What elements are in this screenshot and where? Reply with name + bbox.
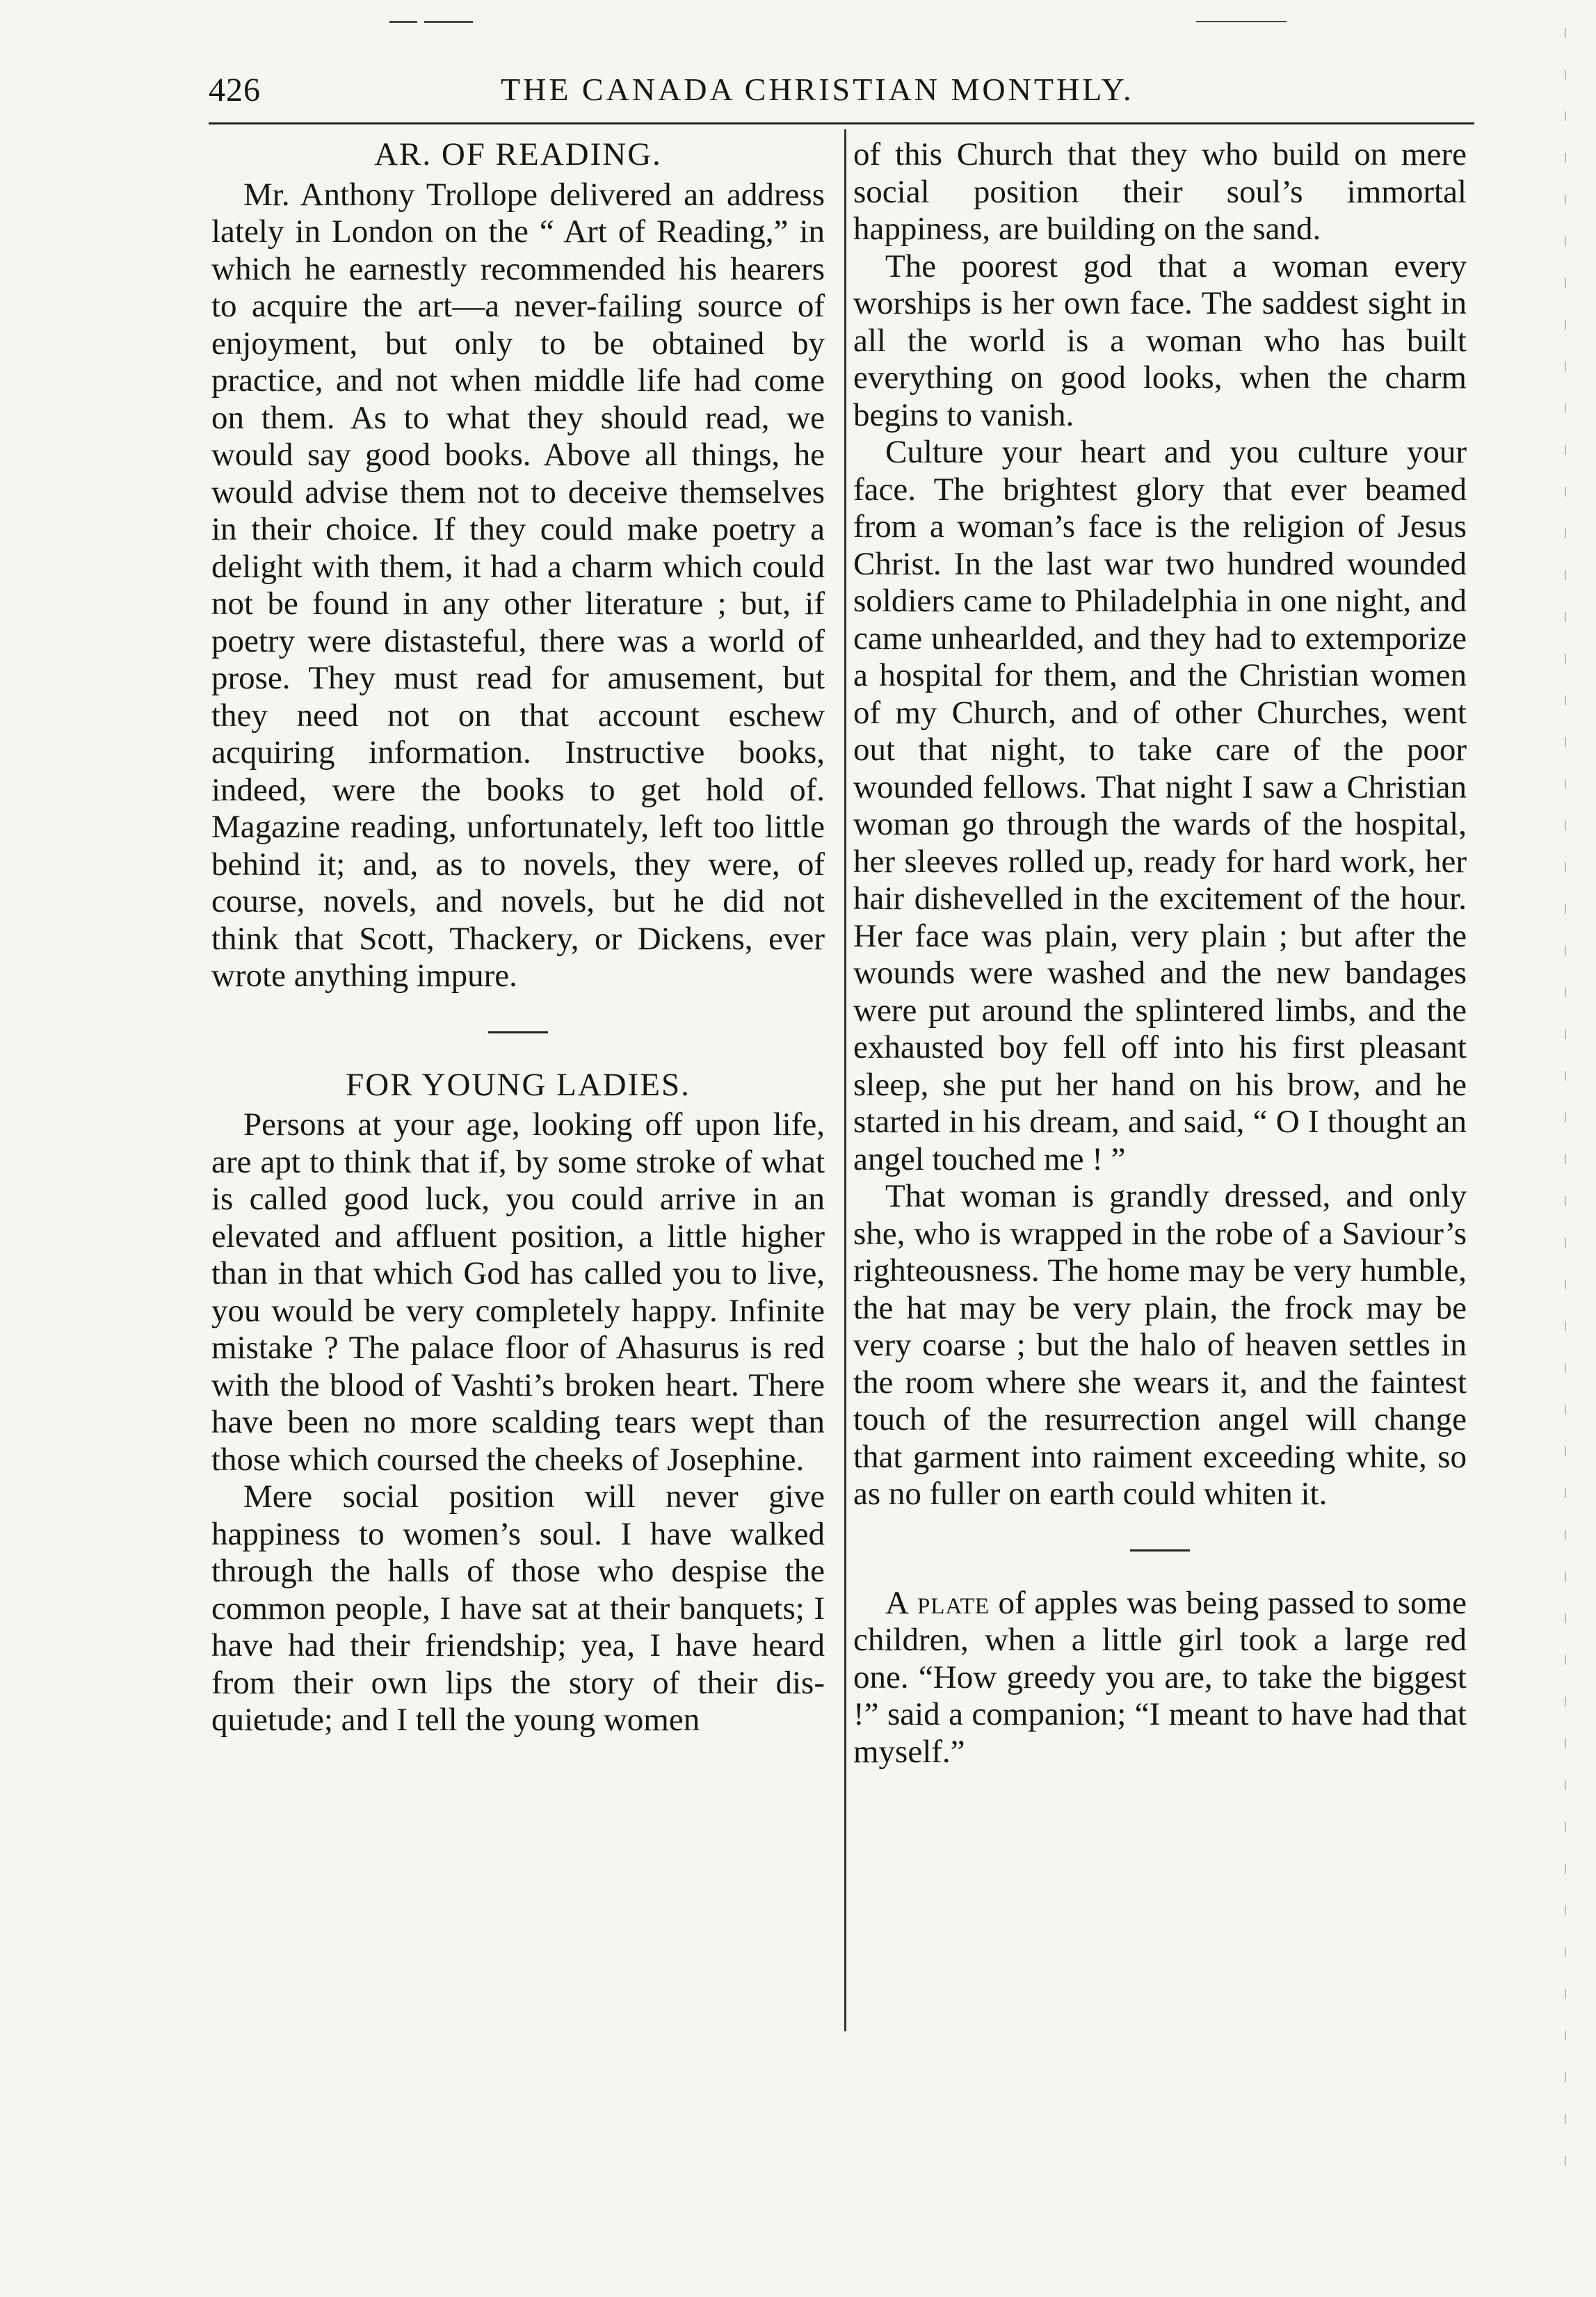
article-heading-for-young-ladies: FOR YOUNG LADIES. [346, 1066, 691, 1103]
continued-paragraph: of this Church that they who build on mere social position their soul’s immortal happiness, are building on the sand. [853, 136, 1467, 247]
right-paragraph-1: The poorest god that a woman every worships is her own face. The saddest sight in all the world is a woman who has built everything on good looks, when the charm begins to vanish. [853, 248, 1467, 433]
header-rule [209, 122, 1474, 124]
right-column [853, 136, 1467, 1771]
page-number: 426 [209, 72, 261, 108]
young-ladies-paragraph-1: Persons at your age, looking off upon life, are apt to think that if, by some stroke of what is called good luck, you could arrive in an elevated and affluent position, a little higher than in that which God has called you to live, you would be very completely happy. Infinite mistake ? The palace floor of Ahasurus is red with the blood of Vashti’s broken heart. There have been no more scalding tears wept than those which coursed the cheeks of Josephine. [211, 1106, 825, 1478]
top-dash [424, 21, 473, 23]
article-heading-art-of-reading: AR. OF READING. [374, 136, 662, 172]
section-divider [1130, 1549, 1190, 1552]
top-dash [1196, 21, 1287, 22]
right-paragraph-2: Culture your heart and you culture your face. The brightest glory that ever beamed from a woman’s face is the religion of Jesus Christ. In the last war two hundred wounded soldiers came to Philadelphia in one night, and came unhearlded, and they had to extemporize a hospital for them, and the Christian women of my Church, and of other Churches, went out that night, to take care of the poor wounded fellows. That night I saw a Christian woman go through the wards of the hospital, her sleeves rolled up, ready for hard work, her hair dishevelled in the excitement of the hour. Her face was plain, very plain ; but after the wounds were washed and the new bandages were put around the splintered limbs, and the exhausted boy fell off into his first pleasant sleep, she put her hand on his brow, and he started in his dream, and said, “ O I thought an angel touched me ! ” [853, 434, 1467, 1177]
section-divider [488, 1031, 548, 1033]
young-ladies-paragraph-2: Mere social position will never give happiness to women’s soul. I have walked through the halls of those who despise the common people, I have sat at their banquets; I have had their friendship; yea, I have heard from their own lips the story of their disquietude; and I tell the young women [211, 1478, 825, 1738]
anecdote-paragraph [853, 1585, 1467, 1771]
margin-specks [1565, 28, 1566, 2184]
top-dash [389, 21, 417, 23]
anecdote-text: of apples was being passed to some children, when a little girl took a large red one. “How greedy you are, to take the biggest !” said a companion; “I meant to have had that myself.” [853, 1584, 1467, 1770]
column-divider [844, 129, 846, 2031]
left-column [211, 136, 825, 1739]
art-of-reading-paragraph: Mr. Anthony Trollope delivered an address lately in London on the “ Art of Reading,” in which he earnestly recommended his hearers to acquire the art—a never-failing source of enjoyment, but only to be obtained by practice, and not when middle life had come on them. As to what they should read, we would say good books. Above all things, he would advise them not to deceive themselves in their choice. If they could make poetry a delight with them, it had a charm which could not be found in any other literature ; but, if poetry were distasteful, there was a world of prose. They must read for amusement, but they need not on that account eschew acquiring information. Instructive books, indeed, were the books to get hold of. Magazine reading, unfortunately, left too little behind it; and, as to novels, they were, of course, novels, and novels, but he did not think that Scott, Thackery, or Dickens, ever wrote anything impure. [211, 176, 825, 994]
running-title: THE CANADA CHRISTIAN MONTHLY. [501, 72, 1134, 107]
right-paragraph-3: That woman is grandly dressed, and only she, who is wrapped in the robe of a Saviour’s righteousness. The home may be very humble, the hat may be very plain, the frock may be very coarse ; but the halo of heaven settles in the room where she wears it, and the faintest touch of the resurrection angel will change that garment into raiment exceeding white, so as no fuller on earth could whiten it. [853, 1178, 1467, 1512]
page-header [209, 64, 1474, 127]
anecdote-lead: A plate [885, 1584, 990, 1621]
